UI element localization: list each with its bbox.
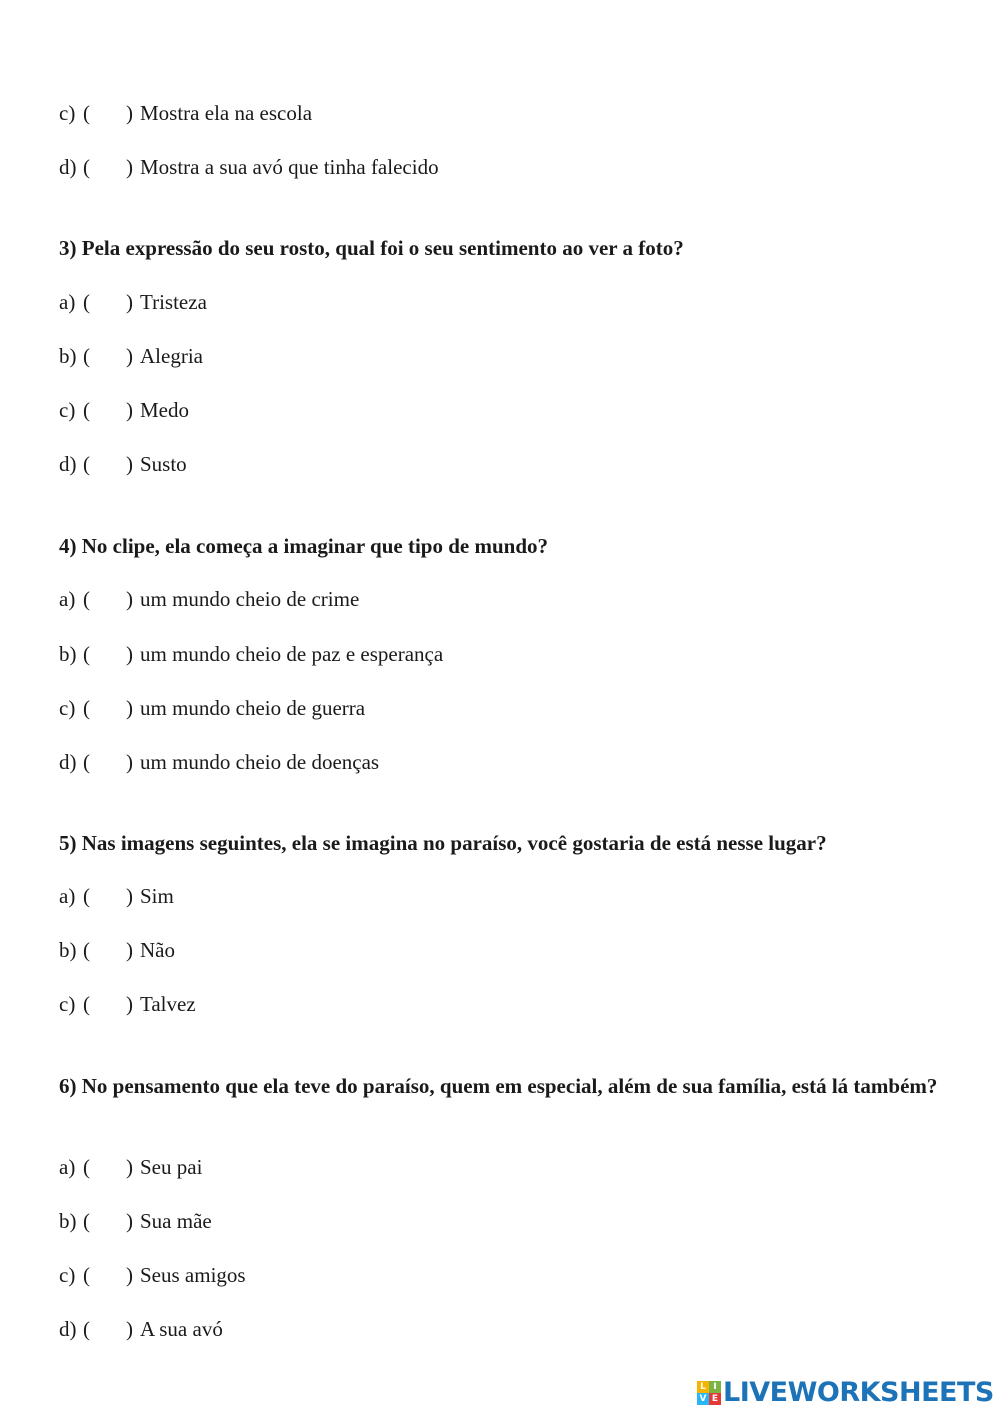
option-text: um mundo cheio de doenças bbox=[140, 750, 380, 774]
q5-question: 5) Nas imagens seguintes, ela se imagina no paraíso, você gostaria de está nesse lugar? bbox=[59, 831, 827, 855]
option-text: um mundo cheio de crime bbox=[140, 587, 360, 611]
option-text: Sim bbox=[140, 884, 174, 908]
q4-option-a[interactable]: a) ( ) um mundo cheio de crime bbox=[59, 587, 360, 611]
option-text: Talvez bbox=[140, 992, 196, 1016]
option-text: Medo bbox=[140, 398, 189, 422]
option-text: Não bbox=[140, 938, 175, 962]
option-text: Sua mãe bbox=[140, 1209, 212, 1233]
q4-option-d[interactable]: d) ( ) um mundo cheio de doenças bbox=[59, 750, 380, 774]
liveworksheets-logo bbox=[697, 1378, 994, 1408]
option-text: um mundo cheio de paz e esperança bbox=[140, 642, 444, 666]
q2-option-d[interactable]: d) ( ) Mostra a sua avó que tinha falecido bbox=[59, 155, 439, 179]
q5-option-c[interactable]: c) ( ) Talvez bbox=[59, 992, 196, 1016]
q2-option-c[interactable]: c) ( ) Mostra ela na escola bbox=[59, 101, 313, 125]
option-text: um mundo cheio de guerra bbox=[140, 696, 366, 720]
q3-option-d[interactable]: d) ( ) Susto bbox=[59, 452, 187, 476]
q4-question: 4) No clipe, ela começa a imaginar que tipo de mundo? bbox=[59, 534, 549, 558]
q5-option-a[interactable]: a) ( ) Sim bbox=[59, 884, 174, 908]
q6-option-b[interactable]: b) ( ) Sua mãe bbox=[59, 1209, 212, 1233]
q4-option-b[interactable]: b) ( ) um mundo cheio de paz e esperança bbox=[59, 642, 444, 666]
q3-option-a[interactable]: a) ( ) Tristeza bbox=[59, 290, 207, 314]
option-text: Seu pai bbox=[140, 1155, 203, 1179]
liveworksheets-wordmark: LIVEWORKSHEETS bbox=[723, 1377, 994, 1408]
option-text: Seus amigos bbox=[140, 1263, 246, 1287]
option-text: Susto bbox=[140, 452, 187, 476]
q6-question: 6) No pensamento que ela teve do paraíso, quem em especial, além de sua família, está lá também? bbox=[59, 1074, 938, 1098]
option-text: Alegria bbox=[140, 344, 203, 368]
option-text: Tristeza bbox=[140, 290, 207, 314]
liveworksheets-icon: L I V E bbox=[697, 1381, 721, 1405]
option-text: A sua avó bbox=[140, 1317, 223, 1341]
q4-option-c[interactable]: c) ( ) um mundo cheio de guerra bbox=[59, 696, 366, 720]
q6-option-a[interactable]: a) ( ) Seu pai bbox=[59, 1155, 203, 1179]
q3-option-c[interactable]: c) ( ) Medo bbox=[59, 398, 189, 422]
q5-option-b[interactable]: b) ( ) Não bbox=[59, 938, 175, 962]
q3-option-b[interactable]: b) ( ) Alegria bbox=[59, 344, 203, 368]
q3-question: 3) Pela expressão do seu rosto, qual foi o seu sentimento ao ver a foto? bbox=[59, 236, 684, 260]
q6-option-c[interactable]: c) ( ) Seus amigos bbox=[59, 1263, 246, 1287]
option-text: Mostra ela na escola bbox=[140, 101, 313, 125]
option-text: Mostra a sua avó que tinha falecido bbox=[140, 155, 439, 179]
q6-option-d[interactable]: d) ( ) A sua avó bbox=[59, 1317, 223, 1341]
